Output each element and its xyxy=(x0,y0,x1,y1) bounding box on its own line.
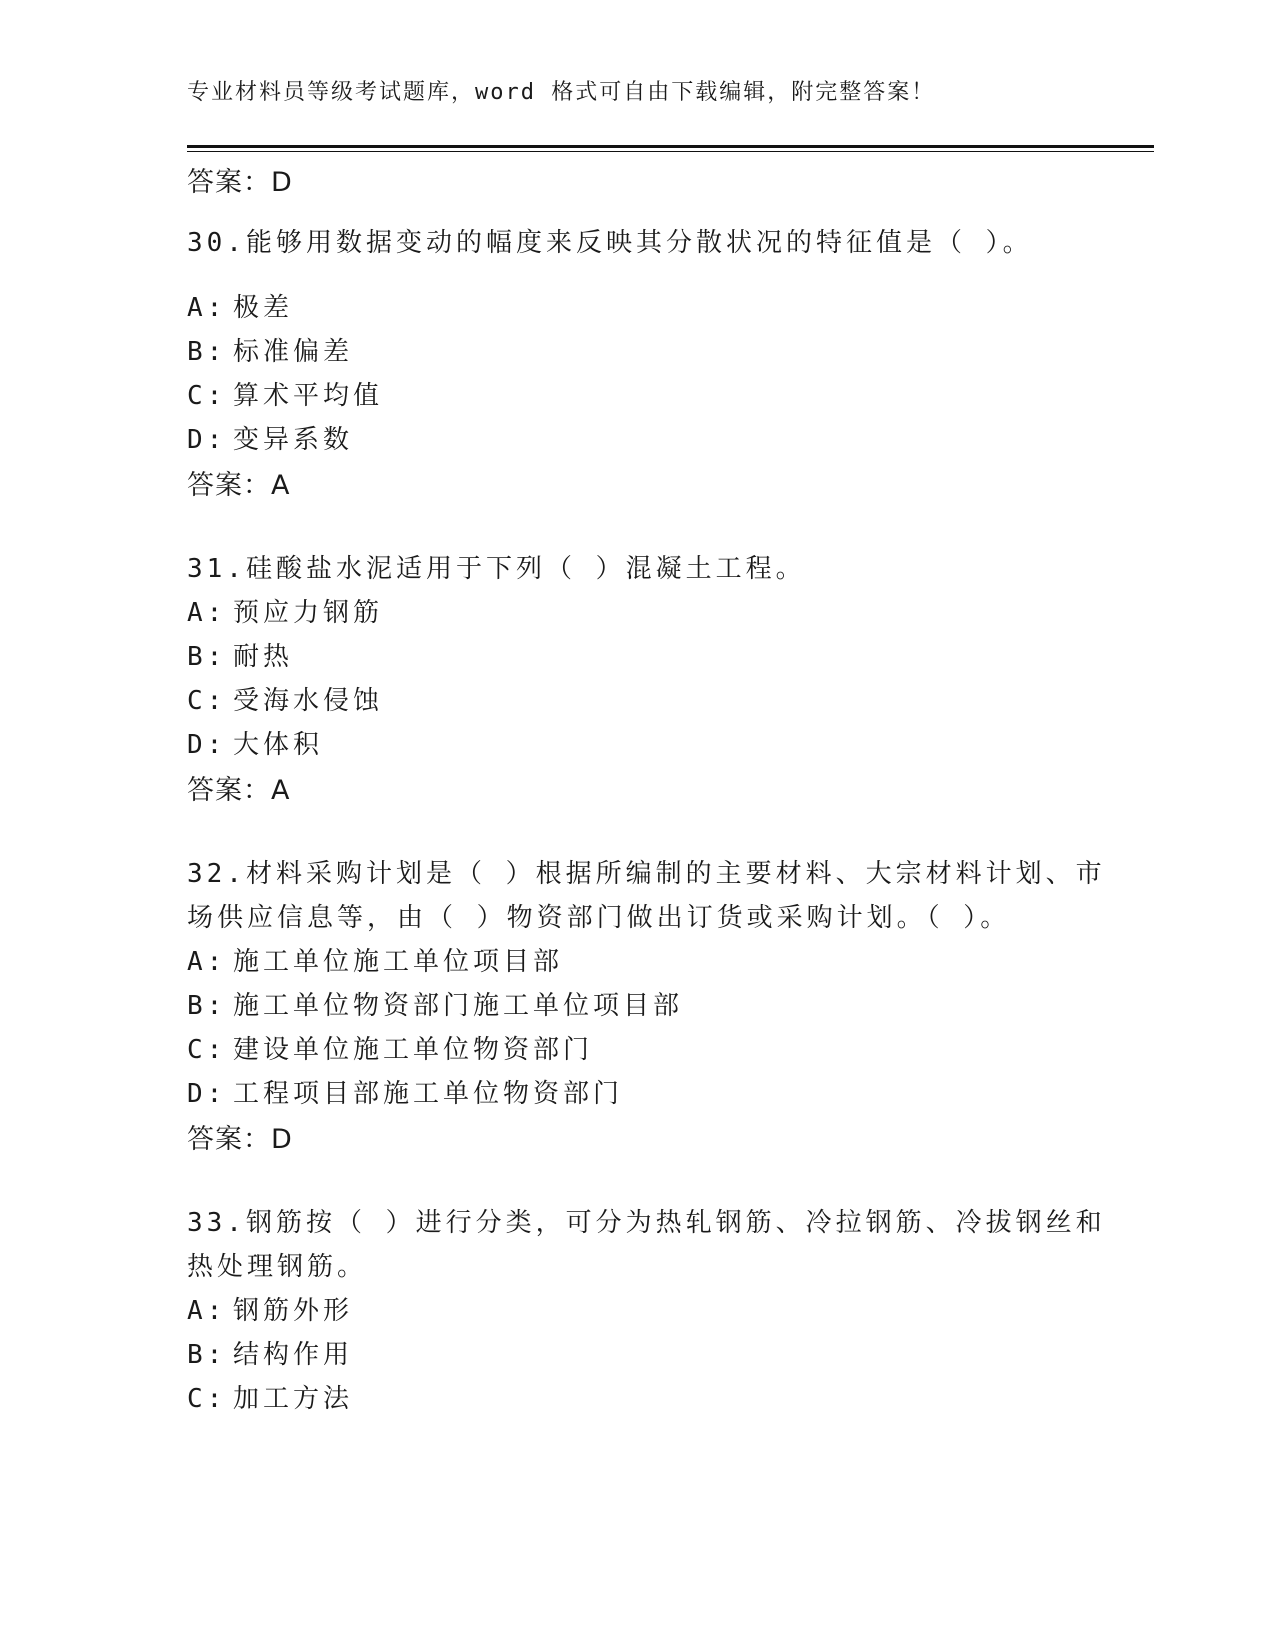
question-33-text: 33.钢筋按（ ）进行分类，可分为热轧钢筋、冷拉钢筋、冷拔钢丝和 xyxy=(187,1208,1106,1238)
answer-line: 答案：D xyxy=(187,167,293,198)
question-32-text-cont: 场供应信息等，由（ ）物资部门做出订货或采购计划。（ ）。 xyxy=(187,903,1011,933)
page-header: 专业材料员等级考试题库，word 格式可自由下载编辑，附完整答案！ xyxy=(187,80,936,105)
question-33-text-cont: 热处理钢筋。 xyxy=(187,1252,368,1282)
option-line: C: 建设单位施工单位物资部门 xyxy=(187,1035,594,1065)
header-rule-thick xyxy=(187,145,1154,148)
option-line: A: 极差 xyxy=(187,293,294,323)
answer-line: 答案：A xyxy=(187,470,291,501)
option-line: D: 变异系数 xyxy=(187,425,354,455)
option-line: C: 算术平均值 xyxy=(187,381,384,411)
option-line: A: 钢筋外形 xyxy=(187,1296,354,1326)
option-line: B: 施工单位物资部门施工单位项目部 xyxy=(187,991,684,1021)
option-line: A: 预应力钢筋 xyxy=(187,598,384,628)
option-line: C: 加工方法 xyxy=(187,1384,354,1414)
question-31-text: 31.硅酸盐水泥适用于下列（ ）混凝土工程。 xyxy=(187,554,806,584)
header-rule-thin xyxy=(187,151,1154,152)
answer-line: 答案：A xyxy=(187,775,291,806)
option-line: D: 工程项目部施工单位物资部门 xyxy=(187,1079,624,1109)
option-line: B: 结构作用 xyxy=(187,1340,354,1370)
option-line: A: 施工单位施工单位项目部 xyxy=(187,947,564,977)
option-line: B: 标准偏差 xyxy=(187,337,354,367)
option-line: B: 耐热 xyxy=(187,642,294,672)
question-32-text: 32.材料采购计划是（ ）根据所编制的主要材料、大宗材料计划、市 xyxy=(187,859,1106,889)
answer-line: 答案：D xyxy=(187,1124,293,1155)
question-30-text: 30.能够用数据变动的幅度来反映其分散状况的特征值是（ ）。 xyxy=(187,228,1033,258)
option-line: C: 受海水侵蚀 xyxy=(187,686,384,716)
option-line: D: 大体积 xyxy=(187,730,324,760)
